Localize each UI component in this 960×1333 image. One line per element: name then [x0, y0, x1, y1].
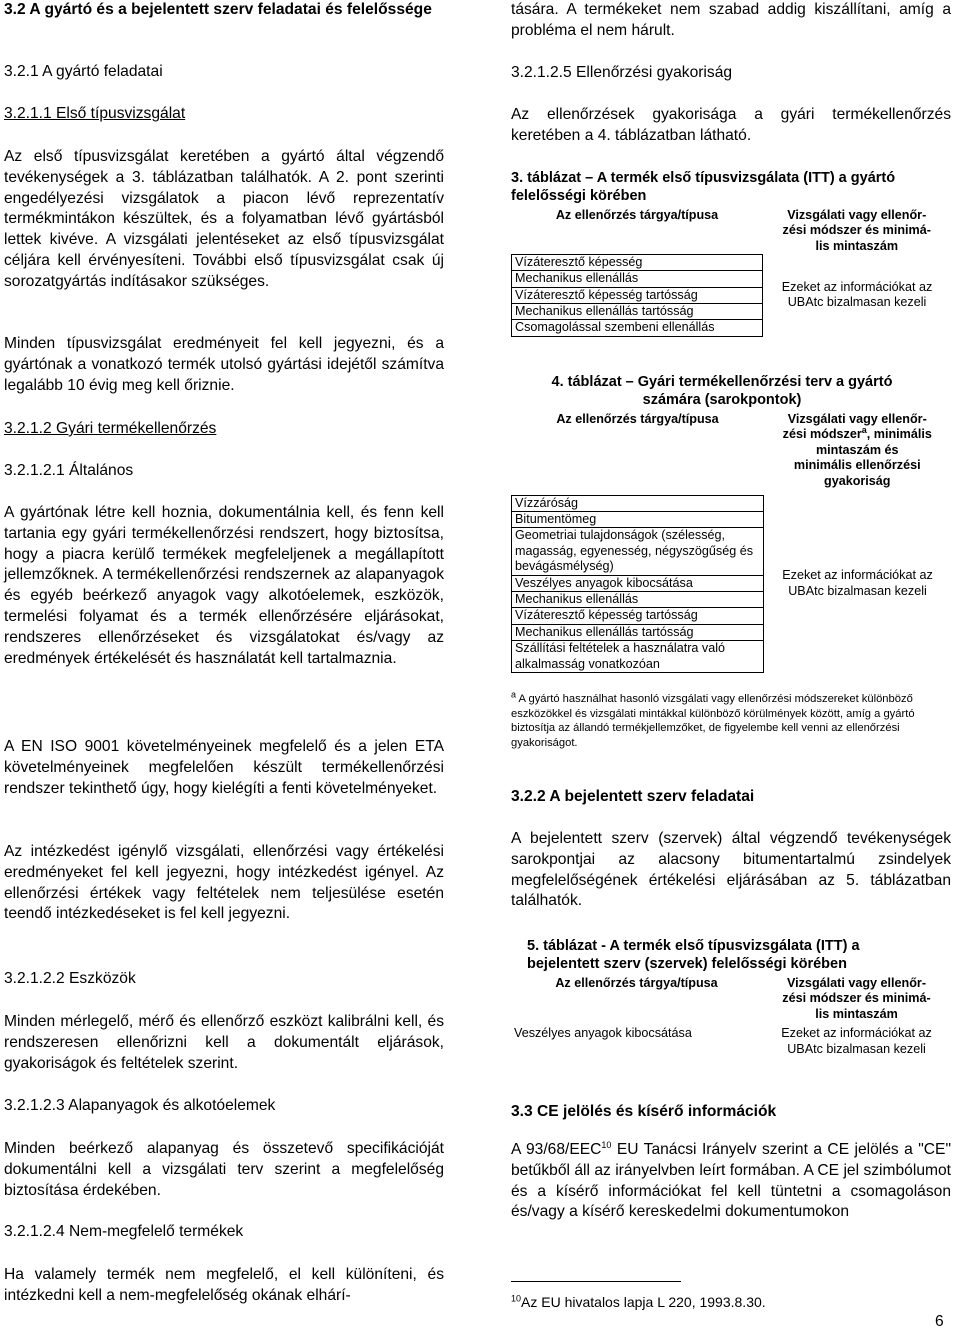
table-header-row — [512, 412, 952, 489]
section-heading-3-2-1-2-3: 3.2.1.2.3 Alapanyagok és alkotóelemek — [4, 1097, 276, 1114]
table-row: Mechanikus ellenállás — [512, 591, 952, 607]
table-row: Csomagolással szembeni ellenállás — [512, 320, 952, 336]
table-row: Bitumentömeg — [512, 511, 952, 527]
table-5-caption: 5. táblázat - A termék első típusvizsgálata (ITT) a bejelentett szerv (szervek) felelősségi körében — [527, 938, 860, 972]
paragraph-action-results: Az intézkedést igénylő vizsgálati, ellenőrzési vagy értékelési eredményeket fel kell jegyezni, hogy intézkedést igényel. Az ellenőrzési értékek vagy feltételek nem teljesülése esetén teendő intézkedéseket is fel kell jegyezni. — [4, 843, 444, 923]
section-heading-3-2: 3.2 A gyártó és a bejelentett szerv feladatai és felelőssége — [4, 1, 432, 18]
section-heading-3-2-2: 3.2.2 A bejelentett szerv feladatai — [511, 788, 755, 805]
table-header-method: Vizsgálati vagy ellenőr- zési módszer és minimá- lis mintaszám — [782, 976, 931, 1021]
table-row: Veszélyes anyagok kibocsátása — [512, 575, 952, 591]
confidential-note: Ezeket az információkat az UBAtc bizalmasan kezeli — [781, 279, 933, 310]
paragraph-equipment: Minden mérlegelő, mérő és ellenőrző eszközt kalibrálni kell, és rendszeresen ellenőrizni kell a dokumentált eljárások, gyakoriságok és feltételek szerint. — [4, 1013, 444, 1072]
table-row: Vízáteresztő képesség tartósság — [512, 287, 952, 303]
paragraph-first-type-test: Az első típusvizsgálat keretében a gyártó által végzendő tevékenységek a 3. táblázatban találhatók. A 2. pont szerinti engedélyezési vizsgálatok a piacon lévő reprezentatív termékmintákon készültek, és a folyamatban lévő gyártásból lettek kivéve. A vizsgálati jelentéseket az első típusvizsgálat céljára kell érvényesíteni. További első típusvizsgálat csak új sorozatgyártás indításakor szükséges. — [4, 148, 444, 290]
table-row: Vízáteresztő képesség tartósság — [512, 608, 952, 624]
paragraph-continuation: tására. A termékeket nem szabad addig kiszállítani, amíg a probléma el nem hárult. — [511, 1, 951, 39]
table-row: Geometriai tulajdonságok (szélesség, magasság, egyenesség, négyszögűség és bevágásmélység) — [512, 528, 952, 575]
table-header-row — [511, 976, 951, 1022]
table-header-method: Vizsgálati vagy ellenőr- zési módszer és minimá- lis mintaszám — [782, 208, 931, 253]
paragraph-notified-body: A bejelentett szerv (szervek) által végzendő tevékenységek sarokpontjai az alacsony bitumentartalmú zsindelyek megfelelőségének értékelési eljárásában az 5. táblázatban találhatók. — [511, 830, 951, 910]
section-heading-3-2-1-1: 3.2.1.1 Első típusvizsgálat — [4, 105, 186, 122]
table-row: Vízáteresztő képesség Ezeket az információkat az UBAtc bizalmasan kezeli — [512, 254, 952, 270]
table-header-subject: Az ellenőrzés tárgya/típusa — [555, 208, 719, 222]
paragraph-record-results: Minden típusvizsgálat eredményeit fel kell jegyezni, és a gyártónak a vonatkozó termék utolsó gyártási idejétől számítva legalább 10 évig meg kell őriznie. — [4, 335, 444, 394]
paragraph-non-conforming: Ha valamely termék nem megfelelő, el kell különíteni, és intézkedni kell a nem-megfelelőség okának elhárí- — [4, 1266, 444, 1304]
confidential-note: Ezeket az információkat az UBAtc bizalmasan kezeli — [781, 1026, 932, 1056]
section-heading-3-2-1-2-2: 3.2.1.2.2 Eszközök — [4, 970, 136, 987]
section-heading-3-2-1-2: 3.2.1.2 Gyári termékellenőrzés — [4, 420, 217, 437]
paragraph-iso-9001: A EN ISO 9001 követelményeinek megfelelő és a jelen ETA követelményeinek megfelelően készült termékellenőrzési rendszer tekinthető úgy, hogy kielégíti a fenti követelményeket. — [4, 738, 444, 797]
table-4-caption: 4. táblázat – Gyári termékellenőrzési terv a gyártó számára (sarokpontok) — [551, 374, 893, 408]
paragraph-ce-marking: A 93/68/EEC$^{10}$ EU Tanácsi Irányelv szerint a CE jelölés a "CE" betűkből áll az irányelvben leírt formában. A CE jel szimbólumot és a kísérő információkat fel kell tüntetni a csomagoláson és/vagy a kísérő kereskedelmi dokumentumokon — [511, 1139, 951, 1221]
table-header-subject: Az ellenőrzés tárgya/típusa — [555, 976, 718, 990]
table-header-subject: Az ellenőrzés tárgya/típusa — [556, 412, 719, 426]
table-4 — [511, 412, 951, 673]
table-row: Mechanikus ellenállás tartósság — [512, 303, 952, 319]
section-heading-3-2-1-2-5: 3.2.1.2.5 Ellenőrzési gyakoriság — [511, 64, 733, 81]
section-heading-3-2-1-2-1: 3.2.1.2.1 Általános — [4, 462, 134, 479]
paragraph-inspection-frequency: Az ellenőrzések gyakorisága a gyári termékellenőrzés keretében a 4. táblázatban látható. — [511, 106, 951, 144]
table-header-row — [512, 208, 952, 254]
table-5 — [511, 976, 951, 1057]
table-row: Veszélyes anyagok kibocsátása Ezeket az információkat az UBAtc bizalmasan kezeli — [511, 1026, 951, 1057]
table-row: Mechanikus ellenállás tartósság — [512, 624, 952, 640]
footnote-divider — [511, 1281, 681, 1282]
confidential-note: Ezeket az információkat az UBAtc bizalmasan kezeli — [782, 568, 933, 598]
section-heading-3-2-1-2-4: 3.2.1.2.4 Nem-megfelelő termékek — [4, 1223, 244, 1240]
paragraph-fpc-system: A gyártónak létre kell hoznia, dokumentálnia kell, és fenn kell tartania egy gyári termékellenőrzési rendszert, hogy biztosítsa, hogy a piacra kerülő termékek megfeleljenek a megállapított jellemzőknek. A termékellenőrzési rendszernek az alapanyagok és egyéb beérkező anyagok vagy alkotóelemek, eszközök, termelési folyamat és a termék ellenőrzésére eljárásokat, rendszeres ellenőrzéseket és vizsgálatokat és/vagy az eredmények értékelését és használatát kell tartalmaznia. — [4, 504, 444, 667]
section-heading-3-3: 3.3 CE jelölés és kísérő információk — [511, 1103, 777, 1120]
table-4-footnote: $^a$ A gyártó használhat hasonló vizsgálati vagy ellenőrzési módszereket különböző eszközökkel és vizsgálati mintákkal különböző körülmények között, amíg a gyártó biztosítja az állandó termékjellemzőket, de figyelembe kell venni az ellenőrzési gyakoriságot. — [511, 689, 915, 749]
table-row: Szállítási feltételek a használatra való alkalmasság vonatkozóan — [512, 641, 952, 673]
table-row: Mechanikus ellenállás — [512, 271, 952, 287]
paragraph-raw-materials: Minden beérkező alapanyag és összetevő specifikációját dokumentálni kell a vizsgálati terv szerint a megfelelőség biztosítása érdekében. — [4, 1140, 444, 1199]
section-heading-3-2-1: 3.2.1 A gyártó feladatai — [4, 63, 163, 80]
table-3-caption: 3. táblázat – A termék első típusvizsgálata (ITT) a gyártó felelősségi körében — [511, 170, 896, 204]
table-row: Vízzáróság Ezeket az információkat az UBAtc bizalmasan kezeli — [512, 495, 952, 511]
footnote-10: $^{10}$Az EU hivatalos lapja L 220, 1993.8.30. — [511, 1293, 766, 1310]
table-header-method: Vizsgálati vagy ellenőr- zési módszer$^a$, minimális mintaszám és minimális ellenőrzési gyakoriság — [782, 412, 932, 488]
table-3 — [511, 208, 951, 337]
page-number: 6 — [935, 1313, 944, 1330]
